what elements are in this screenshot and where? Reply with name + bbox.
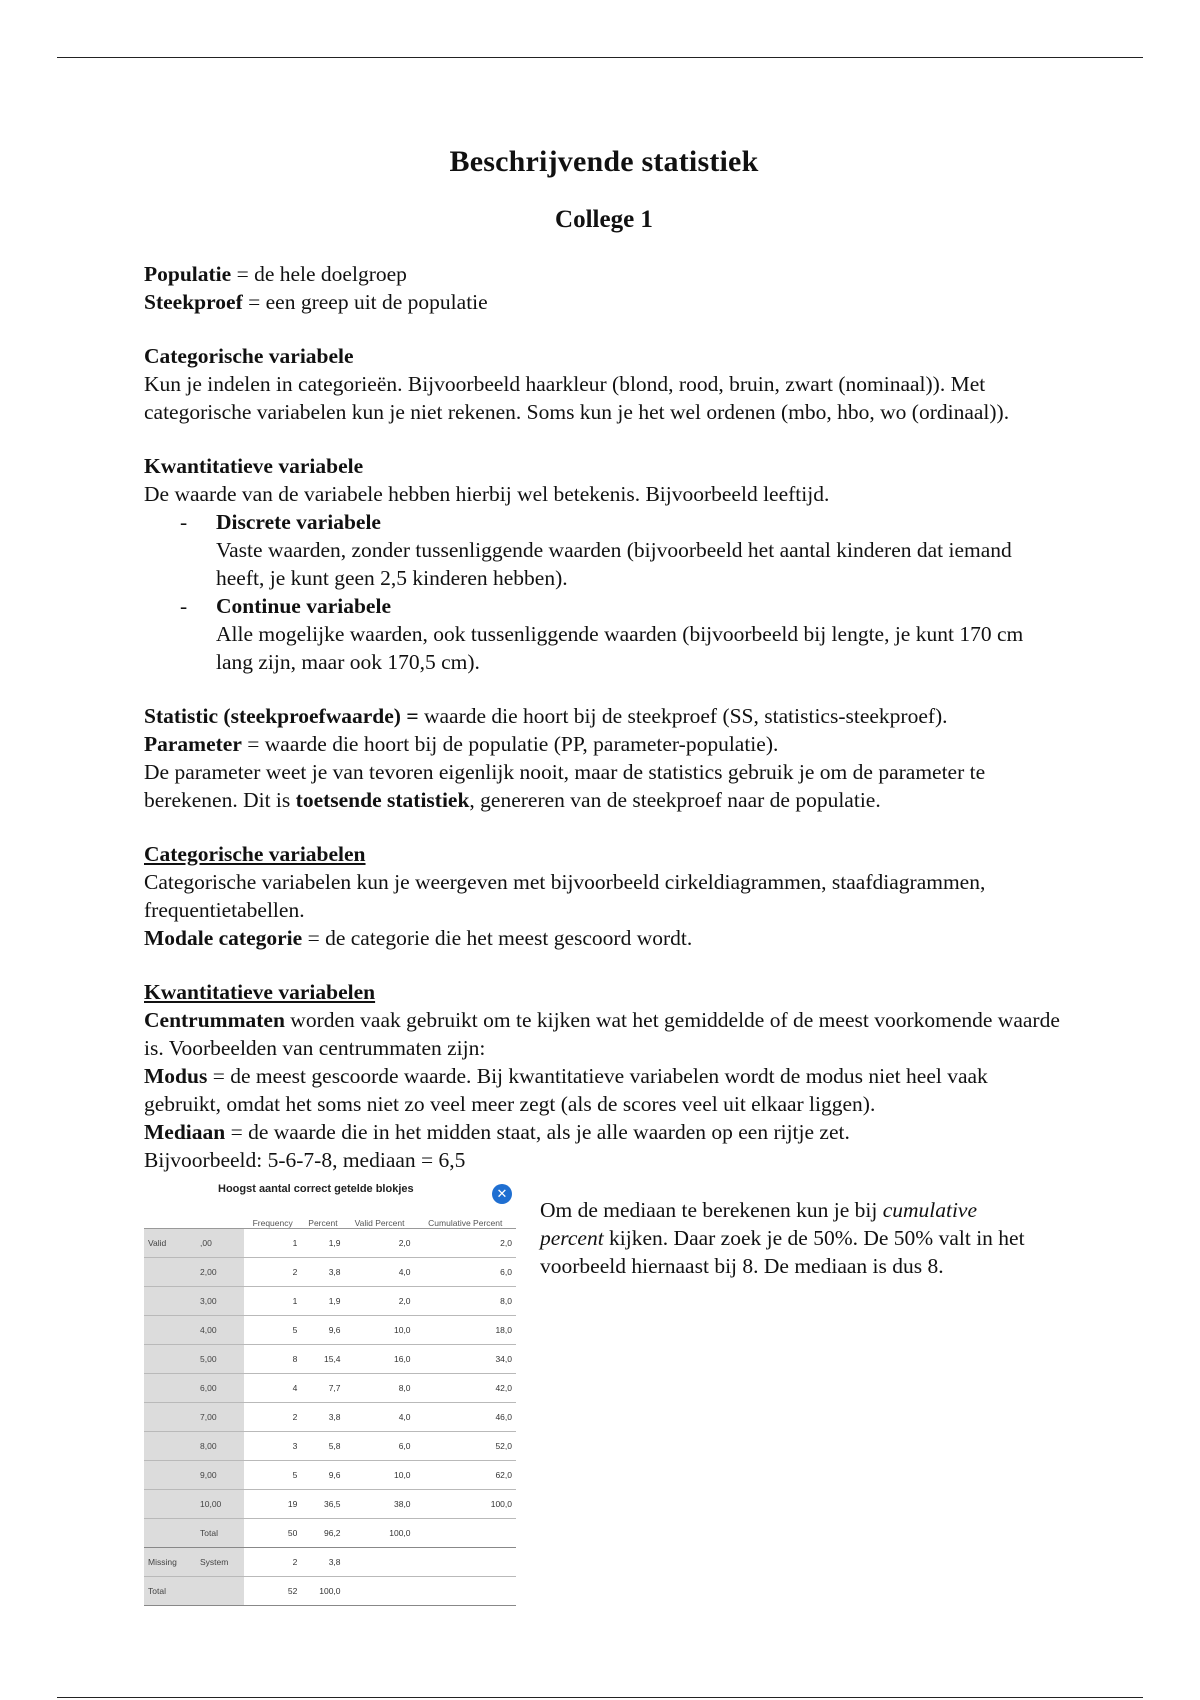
cell-cum (415, 1548, 516, 1577)
cell-label: Total (196, 1519, 244, 1548)
close-icon[interactable]: ✕ (492, 1184, 512, 1204)
cell-group: Valid (144, 1229, 196, 1258)
cell-pct: 9,6 (301, 1461, 344, 1490)
table-row (144, 1374, 516, 1403)
cell-valid: 8,0 (345, 1374, 415, 1403)
cell-cum: 62,0 (415, 1461, 516, 1490)
cell-group: Total (144, 1577, 196, 1606)
cell-label: 4,00 (196, 1316, 244, 1345)
cell-label: 10,00 (196, 1490, 244, 1519)
cell-group (144, 1287, 196, 1316)
cell-pct: 15,4 (301, 1345, 344, 1374)
frequency-table (144, 1202, 516, 1606)
list-item: - Continue variabele Alle mogelijke waarden, ook tussenliggende waarden (bijvoorbeeld bij lengte, je kunt 170 cm lang zijn, maar ook 170,5 cm). (216, 592, 1064, 676)
spss-frequency-output (144, 1180, 516, 1606)
cell-pct: 3,8 (301, 1548, 344, 1577)
page-subtitle: College 1 (555, 206, 653, 233)
cell-cum: 8,0 (415, 1287, 516, 1316)
cell-pct: 3,8 (301, 1258, 344, 1287)
table-row (144, 1258, 516, 1287)
table-row (144, 1287, 516, 1316)
cell-cum: 2,0 (415, 1229, 516, 1258)
cell-group (144, 1432, 196, 1461)
cell-freq: 2 (244, 1548, 301, 1577)
cell-valid: 10,0 (345, 1461, 415, 1490)
spss-section (144, 1180, 1064, 1606)
spss-table-title: Hoogst aantal correct getelde blokjes (218, 1183, 414, 1195)
table-row (144, 1519, 516, 1548)
mediaan-definition: Mediaan = de waarde die in het midden staat, als je alle waarden op een rijtje zet. (144, 1120, 850, 1144)
cat-vars-text: Categorische variabelen kun je weergeven met bijvoorbeeld cirkeldiagrammen, staafdiagrammen, frequentietabellen. (144, 870, 986, 922)
cell-group (144, 1519, 196, 1548)
cell-cum (415, 1577, 516, 1606)
cell-freq: 1 (244, 1287, 301, 1316)
cell-pct: 1,9 (301, 1287, 344, 1316)
cat-var-heading: Categorische variabele (144, 344, 354, 368)
cell-label: 6,00 (196, 1374, 244, 1403)
kwant-var-heading: Kwantitatieve variabele (144, 454, 364, 478)
cell-freq: 5 (244, 1316, 301, 1345)
cell-pct: 1,9 (301, 1229, 344, 1258)
cell-valid: 10,0 (345, 1316, 415, 1345)
cell-label: ,00 (196, 1229, 244, 1258)
parameter-definition: Parameter = waarde die hoort bij de populatie (PP, parameter-populatie). (144, 732, 779, 756)
header-valid-percent: Valid Percent (345, 1202, 415, 1229)
cell-valid: 2,0 (345, 1229, 415, 1258)
cell-pct: 5,8 (301, 1432, 344, 1461)
cell-valid: 4,0 (345, 1258, 415, 1287)
cell-freq: 8 (244, 1345, 301, 1374)
cell-freq: 1 (244, 1229, 301, 1258)
cat-vars-heading: Categorische variabelen (144, 842, 366, 866)
cell-group: Missing (144, 1548, 196, 1577)
parameter-text: De parameter weet je van tevoren eigenlijk nooit, maar de statistics gebruik je om de parameter te berekenen. Dit is toetsende statistiek, genereren van de steekproef naar de populatie. (144, 760, 986, 812)
top-rule (57, 57, 1143, 58)
table-row (144, 1490, 516, 1519)
cell-freq: 50 (244, 1519, 301, 1548)
cell-group (144, 1403, 196, 1432)
frequency-table-body (144, 1229, 516, 1606)
cell-group (144, 1316, 196, 1345)
cell-pct: 7,7 (301, 1374, 344, 1403)
cell-group (144, 1461, 196, 1490)
cell-group (144, 1345, 196, 1374)
header-empty (144, 1202, 196, 1229)
populatie-definition: Populatie = de hele doelgroep (144, 262, 407, 286)
cell-label: 2,00 (196, 1258, 244, 1287)
list-item: - Discrete variabele Vaste waarden, zonder tussenliggende waarden (bijvoorbeeld het aantal kinderen dat iemand heeft, je kunt geen 2,5 kinderen hebben). (216, 508, 1064, 592)
document-page (144, 140, 1064, 1606)
cell-pct: 36,5 (301, 1490, 344, 1519)
table-row (144, 1577, 516, 1606)
cell-freq: 52 (244, 1577, 301, 1606)
cell-label: 7,00 (196, 1403, 244, 1432)
cell-pct: 9,6 (301, 1316, 344, 1345)
cell-valid (345, 1577, 415, 1606)
cell-cum: 46,0 (415, 1403, 516, 1432)
header-percent: Percent (301, 1202, 344, 1229)
table-header-row (144, 1202, 516, 1229)
table-row (144, 1403, 516, 1432)
cell-label (196, 1577, 244, 1606)
modale-definition: Modale categorie = de categorie die het meest gescoord wordt. (144, 926, 693, 950)
statistic-definition: Statistic (steekproefwaarde) = waarde die hoort bij de steekproef (SS, statistics-steekproef). (144, 704, 948, 728)
cell-freq: 2 (244, 1403, 301, 1432)
cell-valid: 2,0 (345, 1287, 415, 1316)
cat-var-text: Kun je indelen in categorieën. Bijvoorbeeld haarkleur (blond, rood, bruin, zwart (nominaal)). Met categorische variabelen kun je niet rekenen. Soms kun je het wel ordenen (mbo, hbo, wo (ordinaal)). (144, 372, 1010, 424)
cell-freq: 4 (244, 1374, 301, 1403)
cell-group (144, 1258, 196, 1287)
mediaan-example: Bijvoorbeeld: 5-6-7-8, mediaan = 6,5 (144, 1148, 466, 1172)
table-row (144, 1229, 516, 1258)
cell-valid: 4,0 (345, 1403, 415, 1432)
cell-cum: 18,0 (415, 1316, 516, 1345)
cell-group (144, 1374, 196, 1403)
table-row (144, 1461, 516, 1490)
cell-label: 9,00 (196, 1461, 244, 1490)
cell-label: 3,00 (196, 1287, 244, 1316)
cell-valid: 38,0 (345, 1490, 415, 1519)
table-row (144, 1345, 516, 1374)
page-title: Beschrijvende statistiek (449, 145, 759, 178)
header-empty (196, 1202, 244, 1229)
kwant-vars-heading: Kwantitatieve variabelen (144, 980, 376, 1004)
cell-valid: 100,0 (345, 1519, 415, 1548)
cell-pct: 96,2 (301, 1519, 344, 1548)
variable-type-list (144, 508, 1064, 676)
cell-cum: 34,0 (415, 1345, 516, 1374)
cell-cum: 100,0 (415, 1490, 516, 1519)
steekproef-definition: Steekproef = een greep uit de populatie (144, 290, 488, 314)
table-row (144, 1432, 516, 1461)
cell-freq: 2 (244, 1258, 301, 1287)
header-frequency: Frequency (244, 1202, 301, 1229)
table-row (144, 1548, 516, 1577)
cell-cum: 52,0 (415, 1432, 516, 1461)
cell-valid: 6,0 (345, 1432, 415, 1461)
cell-cum: 42,0 (415, 1374, 516, 1403)
cell-label: System (196, 1548, 244, 1577)
table-row (144, 1316, 516, 1345)
cell-freq: 5 (244, 1461, 301, 1490)
header-cumulative-percent: Cumulative Percent (415, 1202, 516, 1229)
cell-cum (415, 1519, 516, 1548)
cell-pct: 3,8 (301, 1403, 344, 1432)
cell-freq: 19 (244, 1490, 301, 1519)
cell-valid: 16,0 (345, 1345, 415, 1374)
modus-definition: Modus = de meest gescoorde waarde. Bij kwantitatieve variabelen wordt de modus niet heel vaak gebruikt, omdat het soms niet zo veel meer zegt (als de scores veel uit elkaar liggen). (144, 1064, 988, 1116)
cell-label: 5,00 (196, 1345, 244, 1374)
cell-pct: 100,0 (301, 1577, 344, 1606)
bottom-rule (57, 1697, 1143, 1698)
centrum-definition: Centrummaten worden vaak gebruikt om te kijken wat het gemiddelde of de meest voorkomende waarde is. Voorbeelden van centrummaten zijn: (144, 1008, 1060, 1060)
cell-cum: 6,0 (415, 1258, 516, 1287)
mediaan-explanation: Om de mediaan te berekenen kun je bij cumulative percent kijken. Daar zoek je de 50%. De 50% valt in het voorbeeld hiernaast bij 8. De mediaan is dus 8. (540, 1198, 1025, 1278)
cell-group (144, 1490, 196, 1519)
kwant-var-text: De waarde van de variabele hebben hierbij wel betekenis. Bijvoorbeeld leeftijd. (144, 482, 830, 506)
cell-valid (345, 1548, 415, 1577)
cell-label: 8,00 (196, 1432, 244, 1461)
cell-freq: 3 (244, 1432, 301, 1461)
